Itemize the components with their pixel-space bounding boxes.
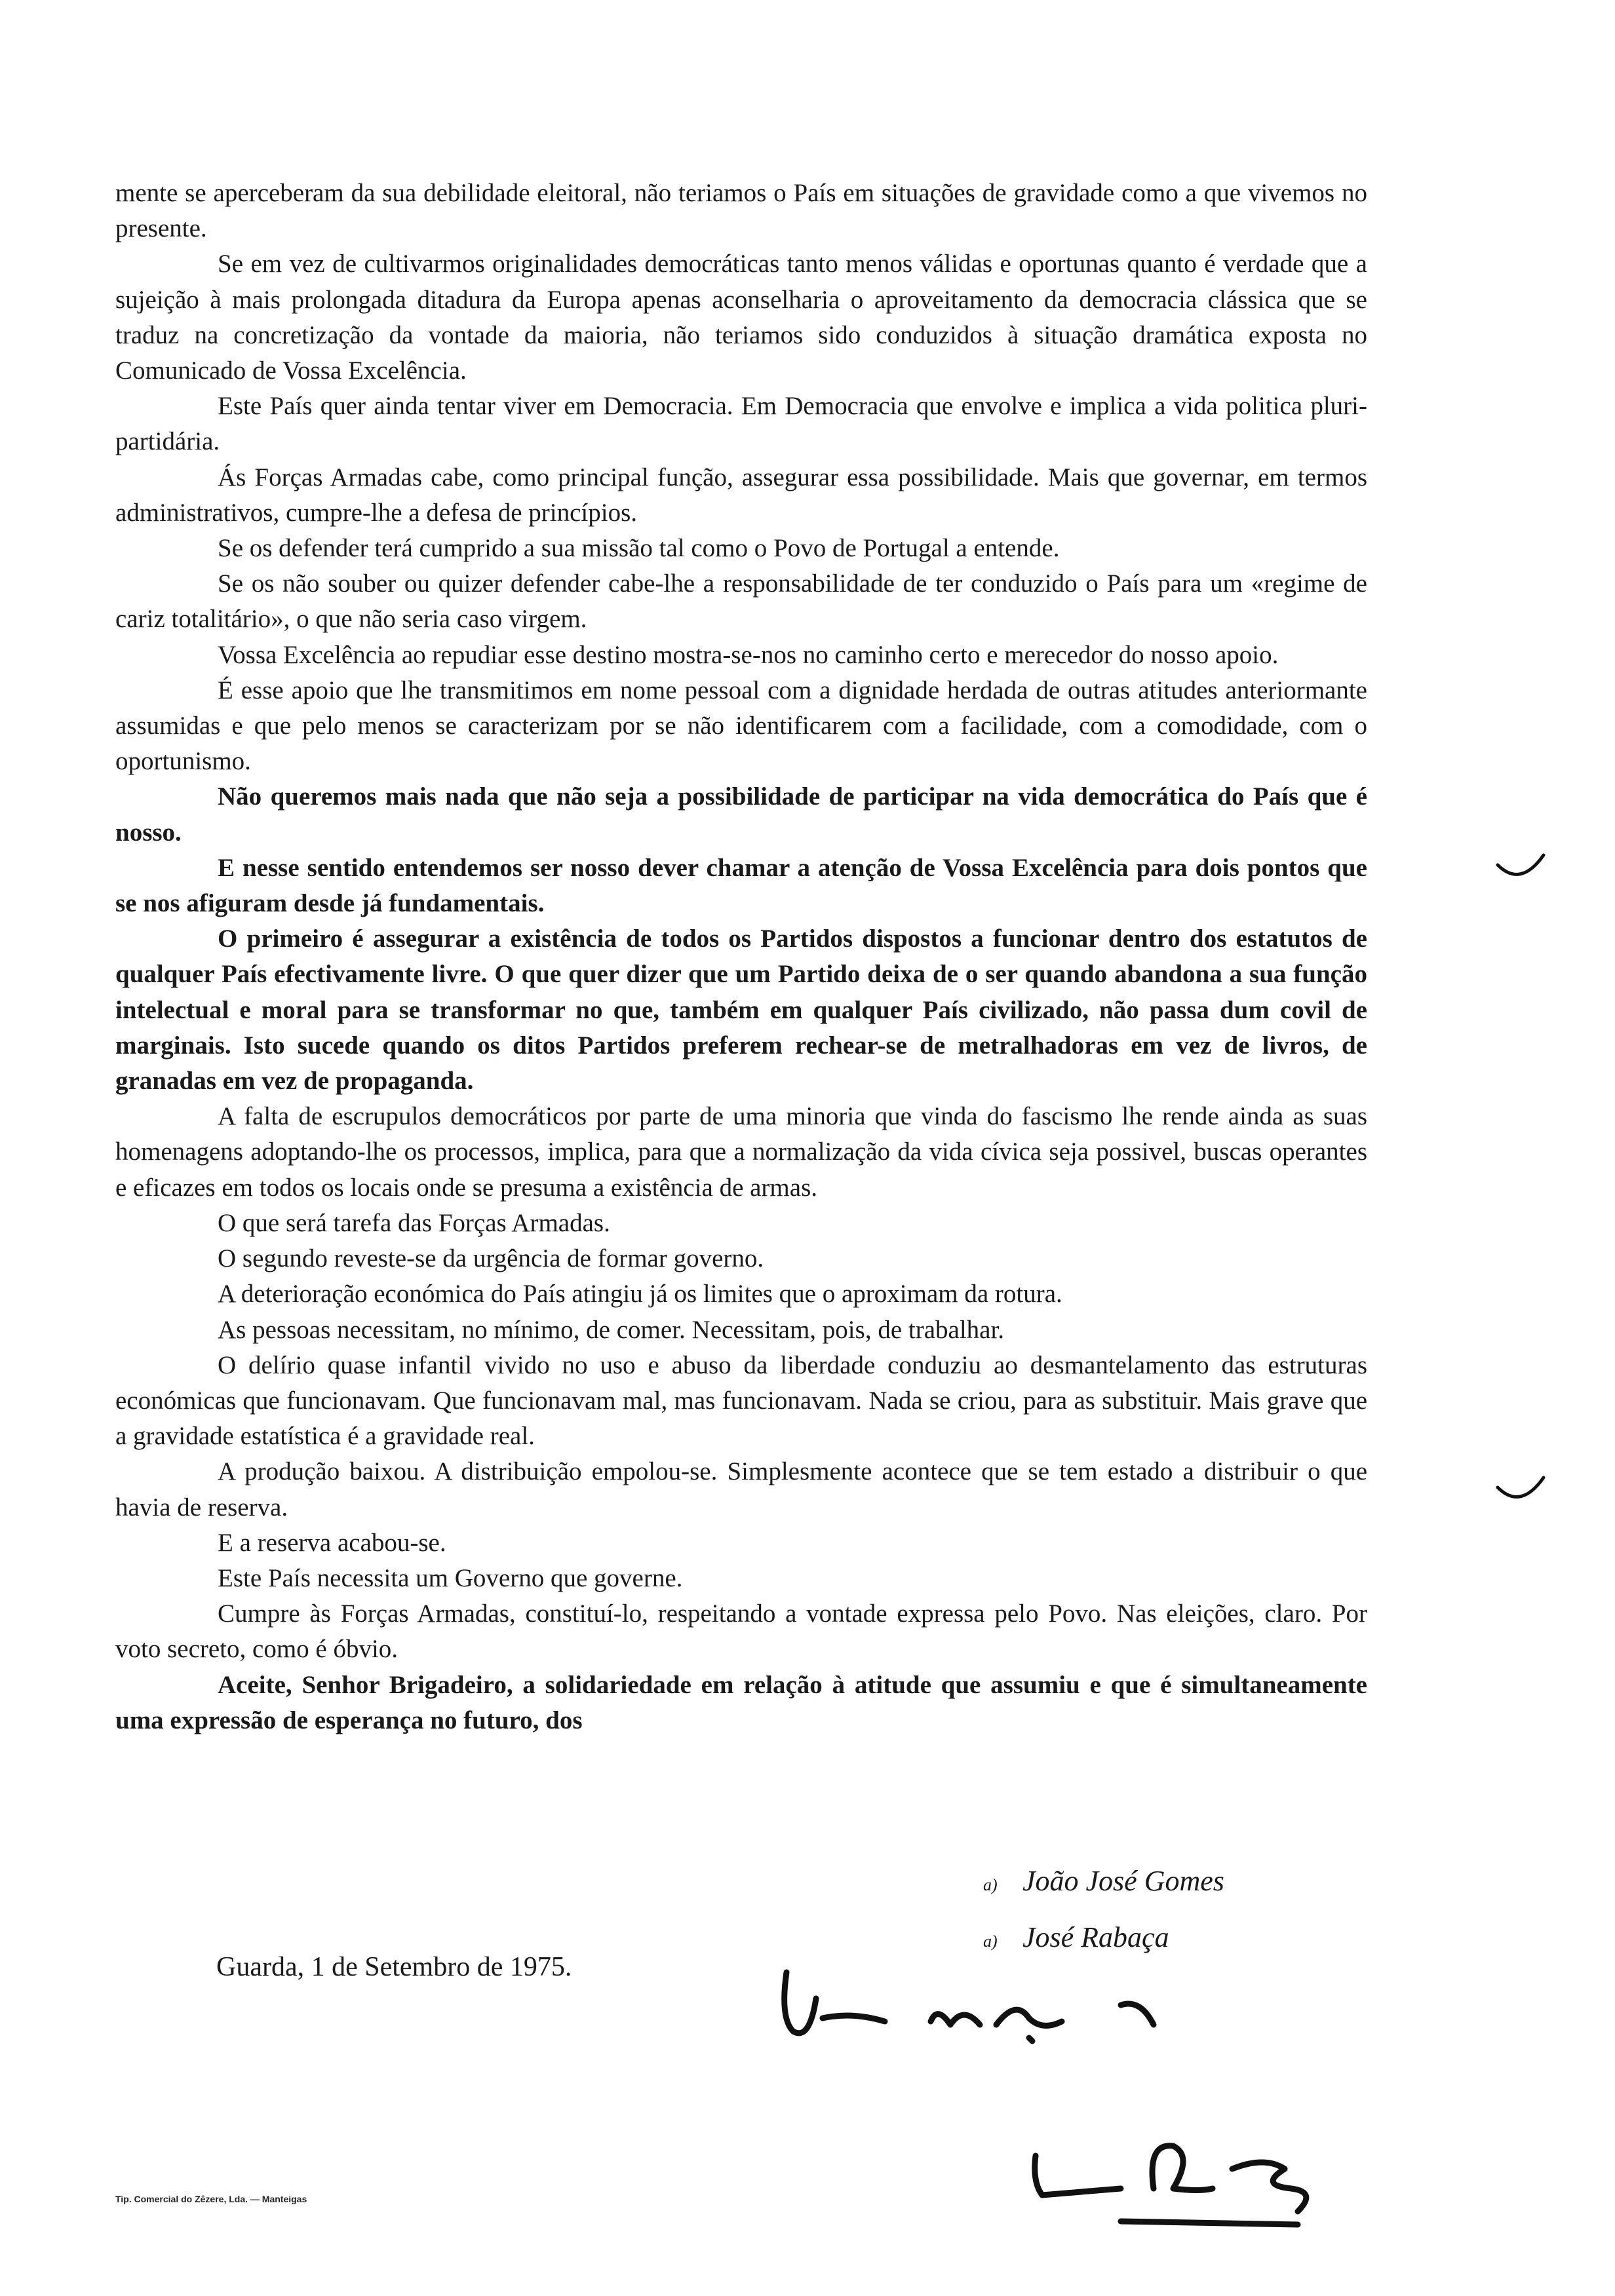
handwritten-signatures <box>754 1959 1409 2234</box>
paragraph: A produção baixou. A distribuição empolou-se. Simplesmente acontece que se tem estado a distribuir o que havia de reserva. <box>115 1457 1367 1521</box>
place-date: Guarda, 1 de Setembro de 1975. <box>216 1952 572 1982</box>
paragraph: E a reserva acabou-se. <box>218 1528 446 1557</box>
signatory-name: João José Gomes <box>1022 1865 1224 1897</box>
signatory-name: José Rabaça <box>1022 1921 1169 1953</box>
paragraph: Este País quer ainda tentar viver em Democracia. Em Democracia que envolve e implica a vida politica pluri-partidária. <box>115 392 1367 456</box>
paragraph: É esse apoio que lhe transmitimos em nome pessoal com a dignidade herdada de outras atitudes anteriormante assumidas e que pelo menos se caracterizam por se não identificarem com a facilidade, com a comodidade, com o oportunismo. <box>115 676 1367 776</box>
paragraph: Cumpre às Forças Armadas, constituí-lo, respeitando a vontade expressa pelo Povo. Nas eleições, claro. Por voto secreto, como é óbvio. <box>115 1599 1367 1664</box>
paragraph: Não queremos mais nada que não seja a possibilidade de participar na vida democrática do País que é nosso. <box>115 782 1367 847</box>
paragraph: O segundo reveste-se da urgência de formar governo. <box>218 1244 764 1273</box>
paragraph: O que será tarefa das Forças Armadas. <box>218 1208 610 1237</box>
paragraph: Se em vez de cultivarmos originalidades democráticas tanto menos válidas e oportunas quanto é verdade que a sujeição à mais prolongada ditadura da Europa apenas aconselharia o aproveitamento da democracia clássica que se traduz na concretização da vontade da maioria, não teriamos sido conduzidos à situação dramática exposta no Comunicado de Vossa Excelência. <box>115 250 1367 385</box>
margin-tick-mark <box>1494 852 1547 891</box>
signatory-prefix: a) <box>983 1875 998 1894</box>
paragraph: E nesse sentido entendemos ser nosso dever chamar a atenção de Vossa Excelência para dois pontos que se nos afiguram desde já fundamentais. <box>115 853 1367 918</box>
paragraph: mente se aperceberam da sua debilidade eleitoral, não teriamos o País em situações de gravidade como a que vivemos no presente. <box>115 179 1367 243</box>
paragraph: O primeiro é assegurar a existência de todos os Partidos dispostos a funcionar dentro dos estatutos de qualquer País efectivamente livre. O que quer dizer que um Partido deixa de o ser quando abandona a sua função intelectual e moral para se transformar no que, também em qualquer País civilizado, não passa dum covil de marginais. Isto sucede quando os ditos Partidos preferem rechear-se de metralhadoras em vez de livros, de granadas em vez de propaganda. <box>115 925 1367 1096</box>
paragraph: O delírio quase infantil vivido no uso e abuso da liberdade conduziu ao desmantelamento das estruturas económicas que funcionavam. Que funcionavam mal, mas funcionavam. Nada se criou, para as substituir. Mais grave que a gravidade estatística é a gravidade real. <box>115 1350 1367 1451</box>
signatory-prefix: a) <box>983 1932 998 1951</box>
paragraph: Ás Forças Armadas cabe, como principal função, assegurar essa possibilidade. Mais que governar, em termos administrativos, cumpre-lhe a defesa de princípios. <box>115 463 1367 527</box>
printer-credit: Tip. Comercial do Zêzere, Lda. — Manteigas <box>115 2194 307 2204</box>
paragraph: Vossa Excelência ao repudiar esse destino mostra-se-nos no caminho certo e merecedor do nosso apoio. <box>218 640 1279 669</box>
paragraph: A falta de escrupulos democráticos por parte de uma minoria que vinda do fascismo lhe rende ainda as suas homenagens adoptando-lhe os processos, implica, para que a normalização da vida cívica seja possivel, buscas operantes e eficazes em todos os locais onde se presuma a existência de armas. <box>115 1102 1367 1202</box>
letter-body <box>115 176 1367 1738</box>
signatory-1 <box>983 1864 1376 1921</box>
paragraph: Se os defender terá cumprido a sua missão tal como o Povo de Portugal a entende. <box>218 534 1060 563</box>
paragraph: Se os não souber ou quizer defender cabe-lhe a responsabilidade de ter conduzido o País para um «regime de cariz totalitário», o que não seria caso virgem. <box>115 569 1367 634</box>
paragraph: A deterioração económica do País atingiu já os limites que o aproximam da rotura. <box>218 1280 1062 1309</box>
paragraph: As pessoas necessitam, no mínimo, de comer. Necessitam, pois, de trabalhar. <box>218 1315 1005 1344</box>
paragraph: Aceite, Senhor Brigadeiro, a solidariedade em relação à atitude que assumiu e que é simultaneamente uma expressão de esperança no futuro, dos <box>115 1670 1367 1734</box>
paragraph: Este País necessita um Governo que governe. <box>218 1563 683 1592</box>
margin-tick-mark <box>1494 1474 1547 1514</box>
